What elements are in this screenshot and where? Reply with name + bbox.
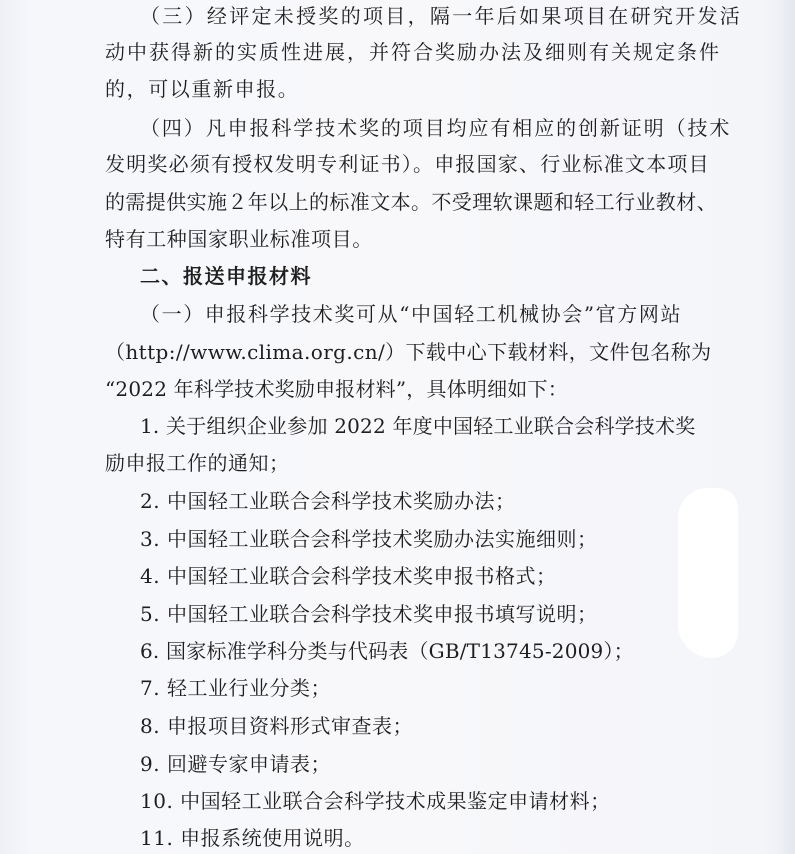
para-4-line-2: 发明奖必须有授权发明专利证书）。申报国家、行业标准文本项目 [105,152,710,176]
subsection-1-line-3: “2022 年科学技术奖励申报材料”，具体明细如下： [105,377,568,401]
section-heading: 二、报送申报材料 [140,264,312,288]
list-item-1-continued: 励申报工作的通知； [105,451,290,475]
list-item-8: 8. 申报项目资料形式审查表； [140,714,413,738]
list-item-3: 3. 中国轻工业联合会科学技术奖励办法实施细则； [140,527,598,551]
subsection-1-line-2: （http://www.clima.org.cn/）下载中心下载材料，文件包名称为 [105,340,712,364]
para-4-line-3: 的需提供实施２年以上的标准文本。不受理软课题和轻工行业教材、 [105,190,717,214]
para-3-line-3: 的，可以重新申报。 [105,77,300,101]
para-4-line-1: （四）凡申报科学技术奖的项目均应有相应的创新证明（技术 [140,116,732,140]
list-item-6: 6. 国家标准学科分类与代码表（GB/T13745-2009）； [140,639,634,663]
para-3-line-2: 动中获得新的实质性进展，并符合奖励办法及细则有关规定条件 [105,40,721,64]
list-item-7: 7. 轻工业行业分类； [140,676,331,700]
list-item-4: 4. 中国轻工业联合会科学技术奖申报书格式； [140,564,557,588]
white-correction-blot [678,488,738,658]
para-3-line-1: （三）经评定未授奖的项目，隔一年后如果项目在研究开发活 [140,4,743,28]
list-item-11: 11. 申报系统使用说明。 [140,826,365,850]
list-item-2: 2. 中国轻工业联合会科学技术奖励办法； [140,489,516,513]
list-item-9: 9. 回避专家申请表； [140,752,331,776]
list-item-1: 1. 关于组织企业参加 2022 年度中国轻工业联合会科学技术奖 [140,414,696,438]
list-item-5: 5. 中国轻工业联合会科学技术奖申报书填写说明； [140,602,598,626]
para-4-line-4: 特有工种国家职业标准项目。 [105,227,373,251]
page-edge-shadow [777,0,795,854]
subsection-1-line-1: （一）申报科学技术奖可从“中国轻工机械协会”官方网站 [140,302,683,326]
list-item-10: 10. 中国轻工业联合会科学技术成果鉴定申请材料； [140,789,611,813]
